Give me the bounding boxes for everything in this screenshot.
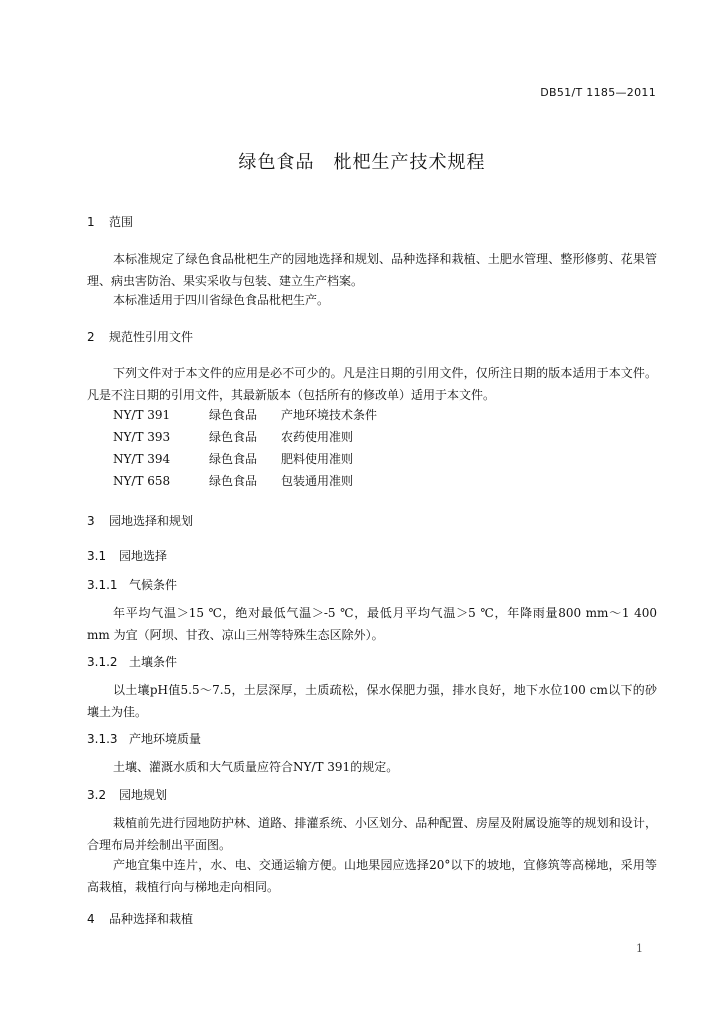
page-number: 1 bbox=[636, 942, 643, 955]
reference-category: 绿色食品 bbox=[209, 452, 258, 466]
section-title: 范围 bbox=[109, 215, 134, 229]
subsection-title: 土壤条件 bbox=[129, 655, 178, 669]
subsection-number: 3.1.2 bbox=[87, 655, 118, 669]
section-3-heading bbox=[87, 512, 193, 529]
subsection-title: 产地环境质量 bbox=[129, 732, 202, 746]
section-number: 2 bbox=[87, 330, 95, 344]
document-title: 绿色食品 枇杷生产技术规程 bbox=[238, 152, 486, 173]
reference-row bbox=[113, 406, 377, 423]
section-2-paragraph-1: 下列文件对于本文件的应用是必不可少的。凡是注日期的引用文件，仅所注日期的版本适用于本文件。凡是不注日期的引用文件，其最新版本（包括所有的修改单）适用于本文件。 bbox=[87, 366, 657, 402]
soil-paragraph: 以土壤pH值5.5～7.5，土层深厚，土质疏松，保水保肥力强，排水良好，地下水位100 cm以下的砂壤土为佳。 bbox=[87, 683, 657, 719]
reference-name: 农药使用准则 bbox=[281, 430, 354, 444]
reference-category: 绿色食品 bbox=[209, 430, 258, 444]
reference-row bbox=[113, 450, 353, 467]
reference-code: NY/T 391 bbox=[113, 408, 171, 422]
reference-code: NY/T 394 bbox=[113, 452, 171, 466]
subsection-3-1-2-heading bbox=[87, 653, 177, 670]
reference-category: 绿色食品 bbox=[209, 474, 258, 488]
section-1-paragraph-2: 本标准适用于四川省绿色食品枇杷生产。 bbox=[113, 293, 330, 307]
section-1-heading bbox=[87, 213, 133, 230]
reference-name: 包装通用准则 bbox=[281, 474, 354, 488]
section-title: 园地选择和规划 bbox=[109, 514, 194, 528]
subsection-number: 3.1.1 bbox=[87, 578, 118, 592]
reference-category: 绿色食品 bbox=[209, 408, 258, 422]
reference-row bbox=[113, 428, 353, 445]
reference-name: 产地环境技术条件 bbox=[281, 408, 378, 422]
reference-name: 肥料使用准则 bbox=[281, 452, 354, 466]
reference-code: NY/T 658 bbox=[113, 474, 171, 488]
section-title: 品种选择和栽植 bbox=[109, 912, 194, 926]
subsection-title: 气候条件 bbox=[129, 578, 178, 592]
section-2-heading bbox=[87, 328, 193, 345]
subsection-number: 3.1 bbox=[87, 549, 107, 563]
section-number: 4 bbox=[87, 912, 95, 926]
section-4-heading bbox=[87, 910, 193, 927]
section-number: 3 bbox=[87, 514, 95, 528]
standard-number: DB51/T 1185—2011 bbox=[540, 86, 656, 99]
section-number: 1 bbox=[87, 215, 95, 229]
subsection-3-1-1-heading bbox=[87, 576, 177, 593]
subsection-number: 3.1.3 bbox=[87, 732, 118, 746]
reference-row bbox=[113, 472, 353, 489]
planning-paragraph-2: 产地宜集中连片，水、电、交通运输方便。山地果园应选择20°以下的坡地，宜修筑等高梯地，采用等高栽植，栽植行向与梯地走向相同。 bbox=[87, 858, 657, 894]
subsection-title: 园地选择 bbox=[119, 549, 168, 563]
subsection-title: 园地规划 bbox=[119, 788, 168, 802]
subsection-3-1-3-heading bbox=[87, 730, 201, 747]
reference-code: NY/T 393 bbox=[113, 430, 171, 444]
subsection-3-2-heading bbox=[87, 786, 167, 803]
climate-paragraph: 年平均气温＞15 ℃，绝对最低气温＞-5 ℃，最低月平均气温＞5 ℃，年降雨量800 mm～1 400 mm 为宜（阿坝、甘孜、凉山三州等特殊生态区除外）。 bbox=[87, 606, 657, 642]
planning-paragraph-1: 栽植前先进行园地防护林、道路、排灌系统、小区划分、品种配置、房屋及附属设施等的规划和设计，合理布局并绘制出平面图。 bbox=[87, 816, 657, 852]
section-title: 规范性引用文件 bbox=[109, 330, 194, 344]
environment-paragraph: 土壤、灌溉水质和大气质量应符合NY/T 391的规定。 bbox=[113, 760, 399, 774]
subsection-number: 3.2 bbox=[87, 788, 107, 802]
subsection-3-1-heading bbox=[87, 547, 167, 564]
section-1-paragraph-1: 本标准规定了绿色食品枇杷生产的园地选择和规划、品种选择和栽植、土肥水管理、整形修剪、花果管理、病虫害防治、果实采收与包装、建立生产档案。 bbox=[87, 252, 657, 288]
